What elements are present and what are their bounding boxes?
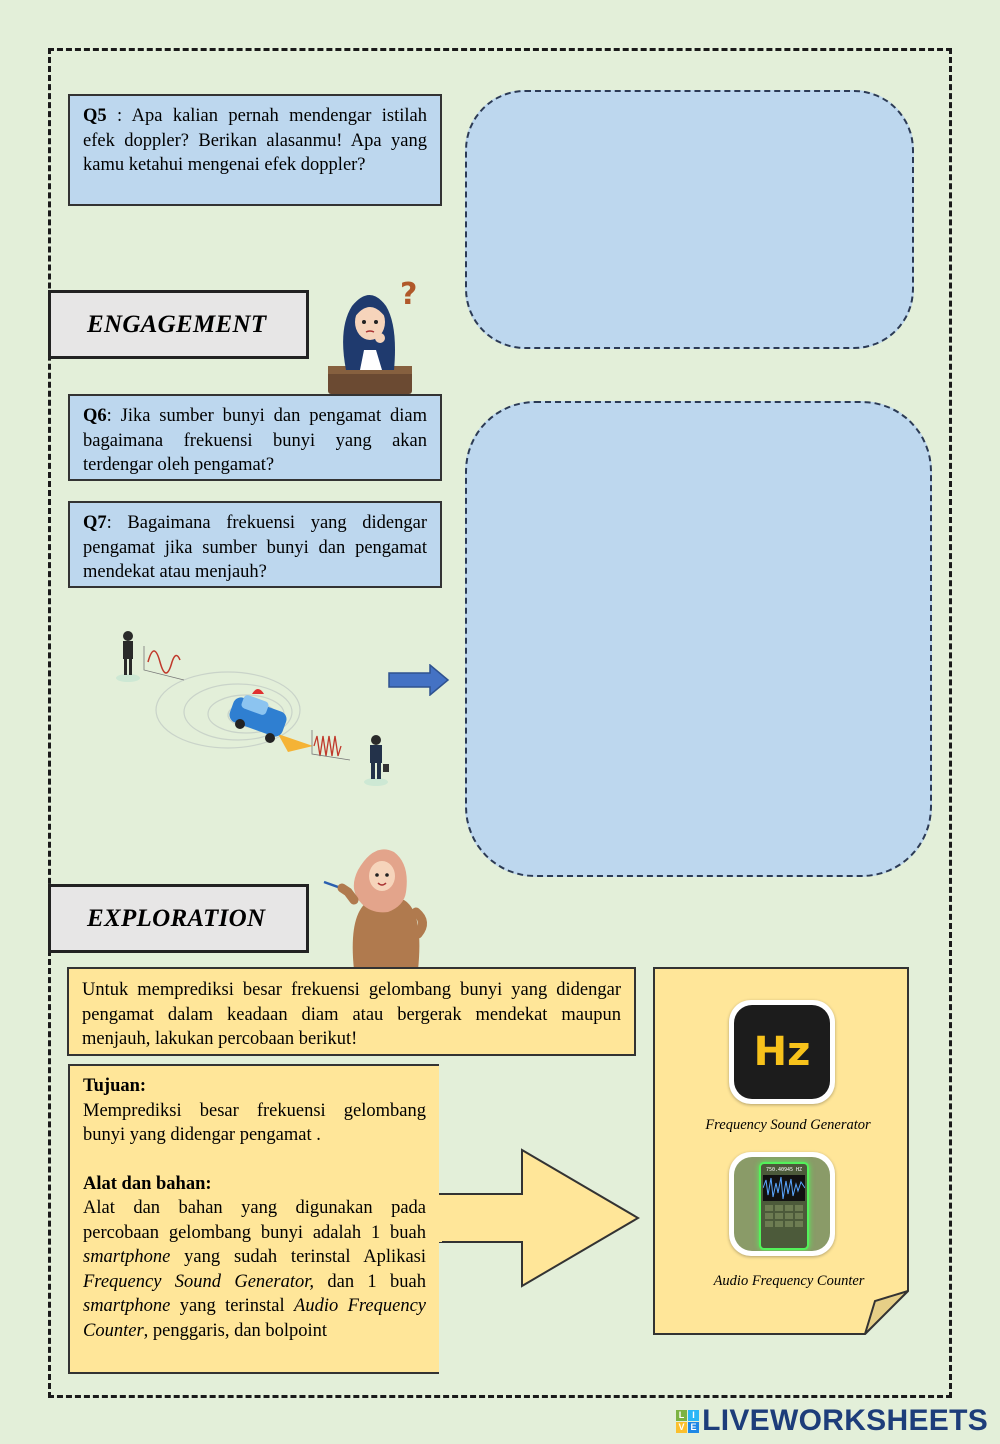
logo-mark-letter: I bbox=[688, 1410, 699, 1421]
section-exploration-title: EXPLORATION bbox=[87, 904, 266, 932]
liveworksheets-logo-text: LIVEWORKSHEETS bbox=[702, 1404, 988, 1437]
question-q7 bbox=[68, 501, 442, 588]
q7-label: Q7 bbox=[83, 513, 107, 533]
thinking-student-illustration bbox=[324, 278, 420, 396]
alat-text bbox=[83, 1196, 426, 1343]
experiment-info-box bbox=[68, 1064, 439, 1374]
answer-box-q6-q7[interactable] bbox=[465, 401, 932, 877]
frequency-sound-generator-app-icon bbox=[729, 1000, 835, 1104]
section-engagement-title: ENGAGEMENT bbox=[87, 310, 267, 338]
logo-mark-letter: L bbox=[676, 1410, 687, 1421]
intro-text: Untuk memprediksi besar frekuensi gelombang bunyi yang didengar pengamat dalam keadaan diam atau bergerak mendekat maupun menjauh, lakukan percobaan berikut! bbox=[82, 980, 621, 1049]
right-arrow-icon bbox=[388, 664, 450, 696]
question-q5 bbox=[68, 94, 442, 206]
hz-icon-text: Hz bbox=[753, 1029, 811, 1075]
alat-text-italic: smartphone bbox=[83, 1247, 171, 1267]
liveworksheets-logo[interactable] bbox=[676, 1404, 988, 1438]
doppler-effect-illustration bbox=[108, 626, 398, 792]
section-exploration bbox=[48, 884, 309, 953]
intro-box bbox=[67, 967, 636, 1056]
svg-text:?: ? bbox=[400, 278, 418, 312]
q7-text: : Bagaimana frekuensi yang didengar pengamat jika sumber bunyi dan pengamat mendekat atau menjauh? bbox=[83, 513, 427, 582]
alat-text-part: , penggaris, dan bolpoint bbox=[143, 1320, 328, 1341]
alat-heading: Alat dan bahan: bbox=[83, 1173, 212, 1194]
alat-text-italic: Audio Frequency Counter bbox=[83, 1296, 426, 1341]
alat-text-part: yang sudah terinstal Aplikasi bbox=[170, 1247, 426, 1267]
counter-screen-text: 750.40945 HZ bbox=[765, 1167, 803, 1173]
q6-text: : Jika sumber bunyi dan pengamat diam bagaimana frekuensi bunyi yang akan terdengar oleh pengamat? bbox=[83, 406, 427, 475]
tujuan-text: Memprediksi besar frekuensi gelombang bunyi yang didengar pengamat . bbox=[83, 1100, 426, 1145]
counter-caption: Audio Frequency Counter bbox=[713, 1273, 865, 1289]
answer-box-q5[interactable] bbox=[465, 90, 914, 349]
answer-input-q6-q7[interactable] bbox=[467, 403, 930, 875]
alat-text-part: yang terinstal bbox=[170, 1296, 295, 1316]
generator-caption: Frequency Sound Generator bbox=[705, 1117, 871, 1133]
q5-label: Q5 bbox=[83, 106, 107, 126]
q5-text: : Apa kalian pernah mendengar istilah efek doppler? Berikan alasanmu! Apa yang kamu ketahui mengenai efek doppler? bbox=[83, 106, 427, 175]
alat-text-part: dan 1 buah bbox=[314, 1271, 426, 1292]
tujuan-heading: Tujuan: bbox=[83, 1076, 147, 1096]
logo-mark-letter: E bbox=[688, 1422, 699, 1433]
q6-label: Q6 bbox=[83, 406, 107, 426]
waveform-icon bbox=[763, 1175, 805, 1201]
alat-text-italic: smartphone bbox=[83, 1296, 171, 1316]
answer-input-q5[interactable] bbox=[467, 92, 912, 347]
question-q6 bbox=[68, 394, 442, 481]
alat-text-part: Alat dan bahan yang digunakan pada percobaan gelombang bunyi adalah 1 buah bbox=[83, 1198, 426, 1243]
teacher-illustration bbox=[318, 842, 436, 970]
yellow-arrow-shape bbox=[436, 1148, 642, 1290]
alat-text-italic: Frequency Sound Generator, bbox=[83, 1271, 315, 1292]
audio-frequency-counter-app-icon bbox=[729, 1152, 835, 1256]
arrow-join bbox=[436, 1196, 442, 1242]
section-engagement bbox=[48, 290, 309, 359]
liveworksheets-mark-icon bbox=[676, 1410, 699, 1433]
logo-mark-letter: V bbox=[676, 1422, 687, 1433]
